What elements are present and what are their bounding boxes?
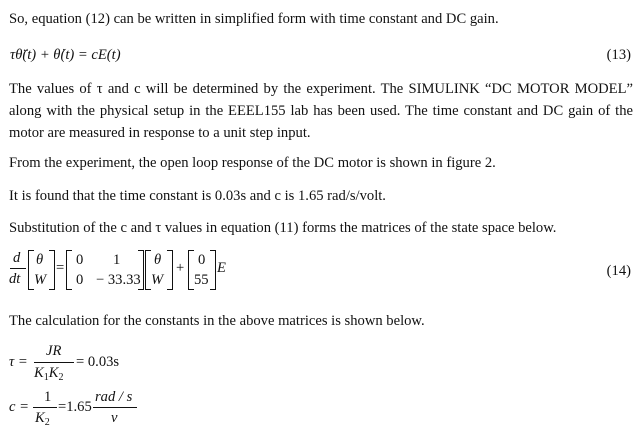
eq-c-denominator: $K_2$ xyxy=(35,410,50,428)
paragraph-substitution: Substitution of the c and τ values in equation (11) forms the matrices of the state space below. xyxy=(9,220,557,236)
eq14-state-theta-2: θ xyxy=(154,252,162,268)
eq14-state-w-2: W xyxy=(151,272,164,288)
paragraph-found: It is found that the time constant is 0.03s and c is 1.65 rad/s/volt. xyxy=(9,188,386,204)
eq-tau-lhs: τ = xyxy=(9,354,28,370)
eq14-a-left-bracket xyxy=(66,250,72,290)
eq14-b-right-bracket xyxy=(210,250,216,290)
paragraph-calculation: The calculation for the constants in the above matrices is shown below. xyxy=(9,313,425,329)
eq14-a22: − 33.33 xyxy=(96,272,141,288)
eq14-state-w: W xyxy=(34,272,47,288)
equation-14-number: (14) xyxy=(606,263,631,279)
eq14-input-e: E xyxy=(217,260,226,276)
eq-c-lhs: c = xyxy=(9,399,29,415)
intro-text: So, equation (12) can be written in simplified form with time constant and DC gain. xyxy=(9,11,499,27)
eq14-right-bracket-1 xyxy=(49,250,55,290)
eq14-a21: 0 xyxy=(76,272,84,288)
equation-13: τθ̈(t) + θ̇(t) = cE(t) xyxy=(10,47,121,63)
eq14-ddt-bar xyxy=(10,268,26,269)
eq14-d: d xyxy=(13,250,21,266)
eq14-b2: 55 xyxy=(194,272,209,288)
paragraph-experiment: From the experiment, the open loop response of the DC motor is shown in figure 2. xyxy=(9,155,496,171)
eq-tau-denominator: $K_1K_2$ xyxy=(34,365,64,383)
eq-c-unit-numerator: rad / s xyxy=(95,389,133,405)
eq14-equals: = xyxy=(56,260,65,276)
eq-c-value: =1.65 xyxy=(58,399,92,415)
eq14-plus: + xyxy=(176,260,185,276)
eq14-a11: 0 xyxy=(76,252,84,268)
eq14-a12: 1 xyxy=(113,252,121,268)
eq14-right-bracket-2 xyxy=(167,250,173,290)
eq14-dt: dt xyxy=(9,271,21,287)
eq-c-unit-bar xyxy=(93,407,137,408)
eq-tau-bar xyxy=(34,362,74,363)
eq-c-numerator: 1 xyxy=(44,389,52,405)
equation-13-number: (13) xyxy=(606,47,631,63)
paragraph-tau-c: The values of τ and c will be determined by the experiment. The SIMULINK “DC MOTOR MODEL” along with the physical setup in the EEEL155 lab has been used. The time constant and DC gain of the motor are measured in response to a unit step input. xyxy=(9,81,633,141)
eq-c-unit-denominator: v xyxy=(111,410,118,426)
eq14-state-theta: θ xyxy=(36,252,44,268)
eq-tau-numerator: JR xyxy=(46,343,62,359)
eq14-a-right-bracket xyxy=(138,250,144,290)
eq-tau-rhs: = 0.03s xyxy=(76,354,120,370)
eq14-b1: 0 xyxy=(198,252,206,268)
eq-c-bar xyxy=(33,407,57,408)
